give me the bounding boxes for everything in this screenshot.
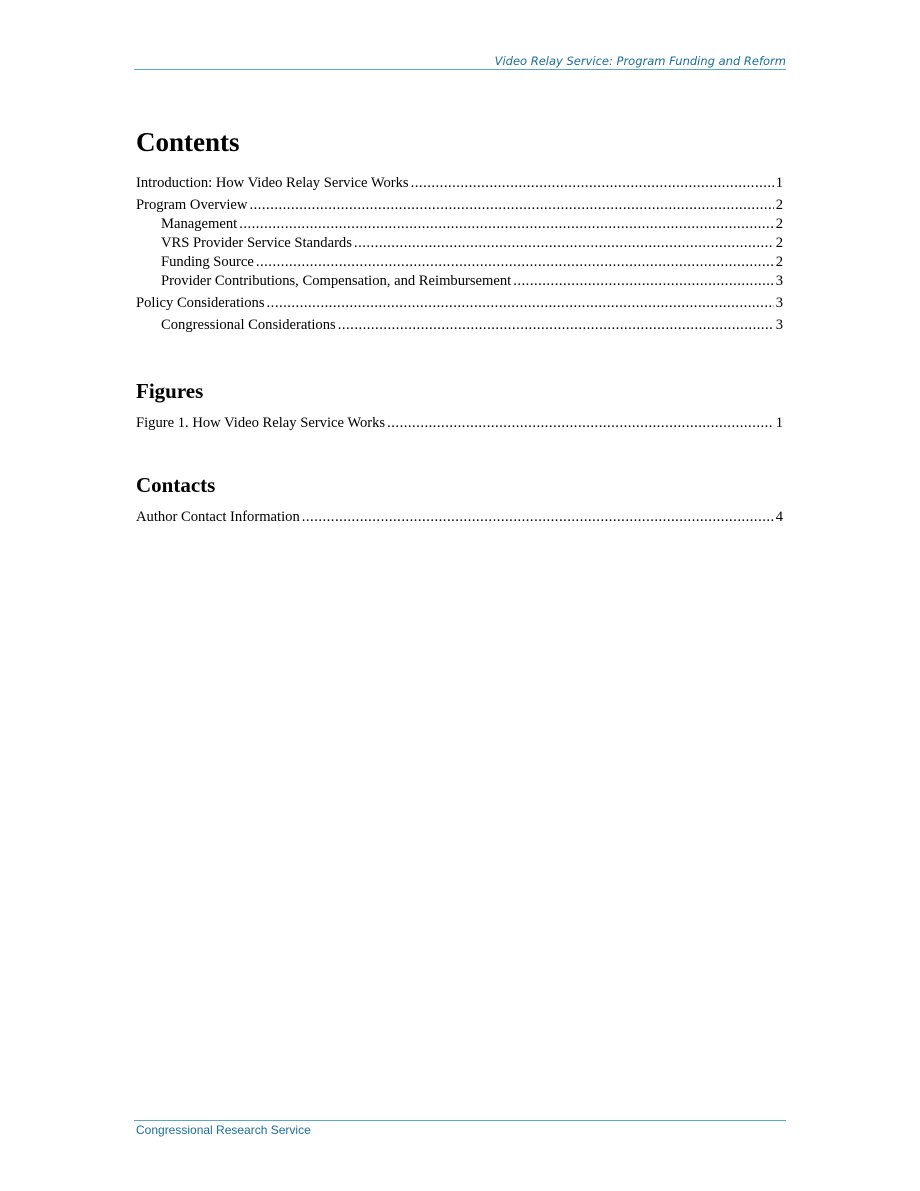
toc-leader-dots <box>338 316 774 335</box>
toc-entry-introduction[interactable] <box>136 174 783 193</box>
contents-title: Contents <box>136 127 240 157</box>
toc-entry-label: Figure 1. How Video Relay Service Works <box>136 415 386 431</box>
toc-entry-page: 3 <box>775 273 783 289</box>
figures-list <box>136 414 783 433</box>
toc-entry-policy-considerations[interactable] <box>136 294 783 313</box>
toc-entry-page: 2 <box>775 197 783 213</box>
toc-entry-service-standards[interactable] <box>136 234 783 253</box>
toc-entry-label: Provider Contributions, Compensation, and Reimbursement <box>161 273 512 289</box>
figures-title: Figures <box>136 379 204 403</box>
toc-leader-dots <box>302 508 774 527</box>
toc-entry-page: 1 <box>775 175 783 191</box>
toc-entry-figure-1[interactable] <box>136 414 783 433</box>
toc-entry-page: 3 <box>775 295 783 311</box>
header-rule <box>134 69 786 70</box>
toc-entry-label: Policy Considerations <box>136 295 265 311</box>
toc-entry-label: VRS Provider Service Standards <box>161 235 352 251</box>
toc-entry-page: 2 <box>775 216 783 232</box>
toc-entry-program-overview[interactable] <box>136 196 783 215</box>
toc-entry-author-contact[interactable] <box>136 508 783 527</box>
footer-rule <box>134 1120 786 1121</box>
toc-leader-dots <box>267 294 774 313</box>
toc-entry-page: 1 <box>775 415 783 431</box>
toc-entry-label: Management <box>161 216 238 232</box>
toc-entry-label: Program Overview <box>136 197 248 213</box>
toc-entry-page: 2 <box>775 235 783 251</box>
running-header: Video Relay Service: Program Funding and Reform <box>494 54 786 68</box>
contacts-list <box>136 508 783 527</box>
toc-entry-management[interactable] <box>136 215 783 234</box>
toc-entry-label: Introduction: How Video Relay Service Works <box>136 175 409 191</box>
toc-leader-dots <box>411 174 774 193</box>
toc-leader-dots <box>513 272 773 291</box>
toc-leader-dots <box>354 234 774 253</box>
toc-leader-dots <box>249 196 773 215</box>
toc-entry-page: 3 <box>775 317 783 333</box>
toc-leader-dots <box>256 253 774 272</box>
toc-entry-page: 4 <box>775 509 783 525</box>
toc-leader-dots <box>387 414 774 433</box>
toc-entry-congressional-considerations[interactable] <box>136 316 783 335</box>
toc-entry-funding-source[interactable] <box>136 253 783 272</box>
toc-leader-dots <box>239 215 774 234</box>
toc-entry-label: Funding Source <box>161 254 254 270</box>
toc-entry-provider-contributions[interactable] <box>136 272 783 291</box>
toc-entry-label: Author Contact Information <box>136 509 300 525</box>
toc-entry-label: Congressional Considerations <box>161 317 336 333</box>
contents-list <box>136 174 783 335</box>
contacts-title: Contacts <box>136 473 216 497</box>
running-footer: Congressional Research Service <box>136 1123 311 1137</box>
toc-entry-page: 2 <box>775 254 783 270</box>
